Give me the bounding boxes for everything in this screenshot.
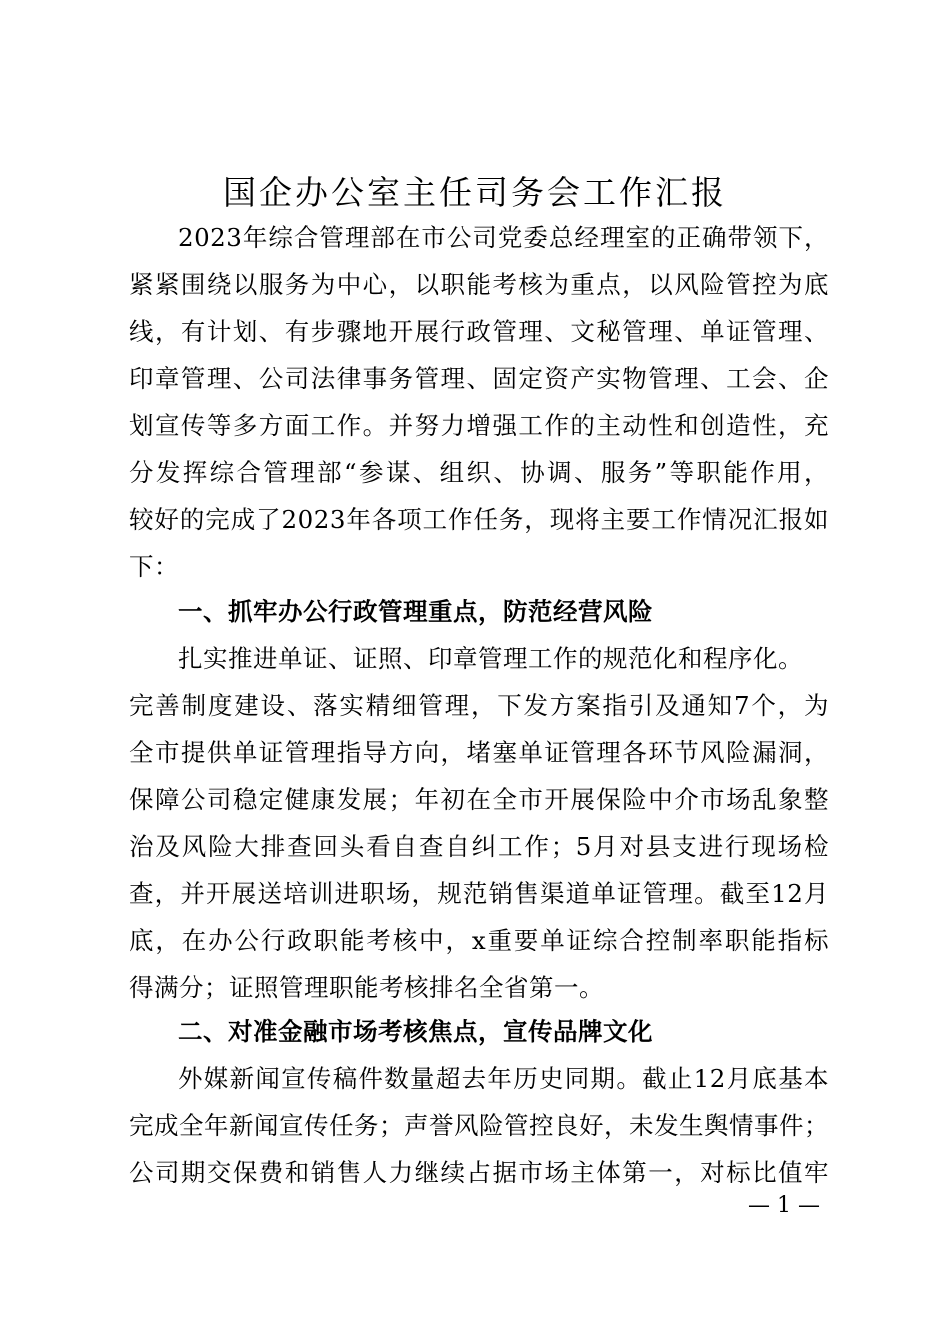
document-title: 国企办公室主任司务会工作汇报	[223, 173, 727, 212]
intro-line: 分发挥综合管理部“参谋、组织、协调、服务”等职能作用，	[129, 458, 829, 487]
intro-line: 2023年综合管理部在市公司党委总经理室的正确带领下，	[178, 223, 829, 252]
section-1-line: 完善制度建设、落实精细管理，下发方案指引及通知7个，为	[129, 691, 829, 720]
section-1-line: 底，在办公行政职能考核中，x重要单证综合控制率职能指标	[129, 926, 829, 955]
section-1-line: 查，并开展送培训进职场，规范销售渠道单证管理。截至12月	[129, 879, 829, 908]
intro-line: 下：	[129, 552, 179, 581]
section-1-line: 保障公司稳定健康发展；年初在全市开展保险中介市场乱象整	[129, 785, 829, 814]
section-2-heading: 二、对准金融市场考核焦点，宣传品牌文化	[178, 1017, 653, 1046]
section-1-line: 全市提供单证管理指导方向，堵塞单证管理各环节风险漏洞，	[129, 738, 829, 767]
section-2-line: 公司期交保费和销售人力继续占据市场主体第一，对标比值牢	[129, 1158, 829, 1187]
section-1-line: 治及风险大排查回头看自查自纠工作；5月对县支进行现场检	[129, 832, 829, 861]
section-1-line: 扎实推进单证、证照、印章管理工作的规范化和程序化。	[178, 644, 803, 673]
intro-line: 划宣传等多方面工作。并努力增强工作的主动性和创造性，充	[129, 411, 829, 440]
intro-line: 较好的完成了2023年各项工作任务，现将主要工作情况汇报如	[129, 505, 829, 534]
section-1-line: 得满分；证照管理职能考核排名全省第一。	[129, 973, 604, 1002]
intro-line: 线，有计划、有步骤地开展行政管理、文秘管理、单证管理、	[129, 317, 829, 346]
section-2-line: 外媒新闻宣传稿件数量超去年历史同期。截止12月底基本	[178, 1064, 829, 1093]
page-number: — 1 —	[748, 1193, 820, 1218]
intro-line: 印章管理、公司法律事务管理、固定资产实物管理、工会、企	[129, 364, 829, 393]
section-2-line: 完成全年新闻宣传任务；声誉风险管控良好，未发生舆情事件；	[129, 1111, 829, 1140]
section-1-heading: 一、抓牢办公行政管理重点，防范经营风险	[178, 597, 653, 626]
intro-line: 紧紧围绕以服务为中心，以职能考核为重点，以风险管控为底	[129, 270, 829, 299]
